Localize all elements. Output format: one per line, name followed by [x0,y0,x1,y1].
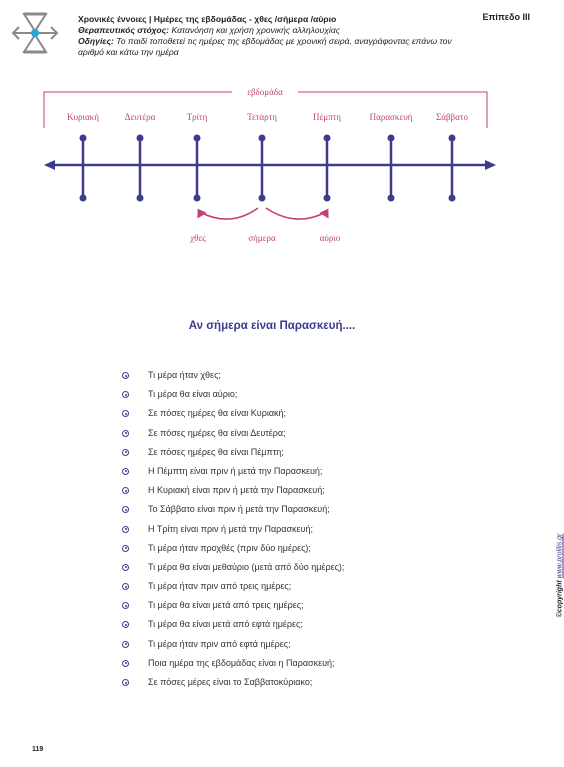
question-section-title: Αν σήμερα είναι Παρασκευή.... [188,320,356,332]
list-item: Η Κυριακή είναι πριν ή μετά την Παρασκευή; [122,481,344,500]
bullet-icon [122,391,129,398]
list-item: Η Πέμπτη είναι πριν ή μετά την Παρασκευή; [122,462,344,481]
level-label: Επίπεδο ΙΙΙ [482,12,530,22]
copyright-brand: ©copyright [556,580,564,618]
day-label-friday: Παρασκευή [369,112,413,122]
bullet-icon [122,564,129,571]
day-label-tuesday: Τρίτη [186,112,208,122]
list-item: Τι μέρα θα είναι μετά από εφτά ημέρες; [122,615,344,634]
hourglass-arrows-logo-icon [10,10,60,56]
goal-line [78,25,478,36]
goal-label: Θεραπευτικός στόχος: [78,25,170,35]
timeline-left-arrow-icon [44,160,55,170]
bullet-icon [122,430,129,437]
list-item: Τι μέρα ήταν προχθές (πριν δύο ημέρες); [122,539,344,558]
list-item: Η Τρίτη είναι πριν ή μετά την Παρασκευή; [122,520,344,539]
list-item: Σε πόσες ημέρες θα είναι Δευτέρα; [122,424,344,443]
bullet-icon [122,449,129,456]
list-item: Σε πόσες ημέρες θα είναι Πέμπτη; [122,443,344,462]
bullet-icon [122,545,129,552]
goal-text: Κατανόηση και χρήση χρονικής αλληλουχίας [171,25,340,35]
bullet-icon [122,621,129,628]
list-item: Τι μέρα ήταν πριν από τρεις ημέρες; [122,577,344,596]
day-label-sunday: Κυριακή [67,112,99,122]
worksheet-title: Χρονικές έννοιες | Ημέρες της εβδομάδας - χθες /σήμερα /αύριο [78,14,337,24]
yesterday-curved-arrow-icon [200,208,258,219]
tomorrow-label: αύριο [319,233,341,243]
bullet-icon [122,602,129,609]
list-item: Σε πόσες ημέρες θα είναι Κυριακή; [122,404,344,423]
day-label-thursday: Πέμπτη [313,112,341,122]
today-label: σήμερα [248,233,276,243]
bullet-icon [122,410,129,417]
yesterday-label: χθες [190,233,206,243]
instructions-label: Οδηγίες: [78,36,114,46]
worksheet-header [78,14,478,58]
list-item: Σε πόσες μέρες είναι το Σαββατοκύριακο; [122,673,344,692]
bullet-icon [122,506,129,513]
list-item: Τι μέρα θα είναι μετά από τρεις ημέρες; [122,596,344,615]
day-label-saturday: Σάββατο [436,112,468,122]
day-label-wednesday: Τετάρτη [247,112,277,122]
instructions-text: Το παιδί τοποθετεί τις ημέρες της εβδομάδας με χρονική σειρά, αναγράφοντας επάνω τον αριθμό και κάτω την ημέρα [78,36,452,57]
timeline-right-arrow-icon [485,160,496,170]
bullet-icon [122,526,129,533]
bullet-icon [122,679,129,686]
copyright-link[interactable]: www.prolilis.gr [556,533,564,579]
bullet-icon [122,468,129,475]
week-label: εβδομάδα [247,87,283,97]
copyright-notice [557,516,564,636]
week-timeline-diagram [0,78,544,248]
bullet-icon [122,641,129,648]
list-item: Ποια ημέρα της εβδομάδας είναι η Παρασκευή; [122,654,344,673]
list-item: Τι μέρα ήταν πριν από εφτά ημέρες; [122,635,344,654]
instructions-line [78,36,478,58]
tomorrow-curved-arrow-icon [266,208,326,219]
page-number: 119 [32,746,44,753]
bullet-icon [122,487,129,494]
question-list [122,366,344,692]
bullet-icon [122,583,129,590]
list-item: Το Σάββατο είναι πριν ή μετά την Παρασκευή; [122,500,344,519]
bullet-icon [122,660,129,667]
list-item: Τι μέρα θα είναι αύριο; [122,385,344,404]
bullet-icon [122,372,129,379]
day-label-monday: Δευτέρα [124,112,156,122]
list-item: Τι μέρα θα είναι μεθαύριο (μετά από δύο ημέρες); [122,558,344,577]
list-item: Τι μέρα ήταν χθες; [122,366,344,385]
